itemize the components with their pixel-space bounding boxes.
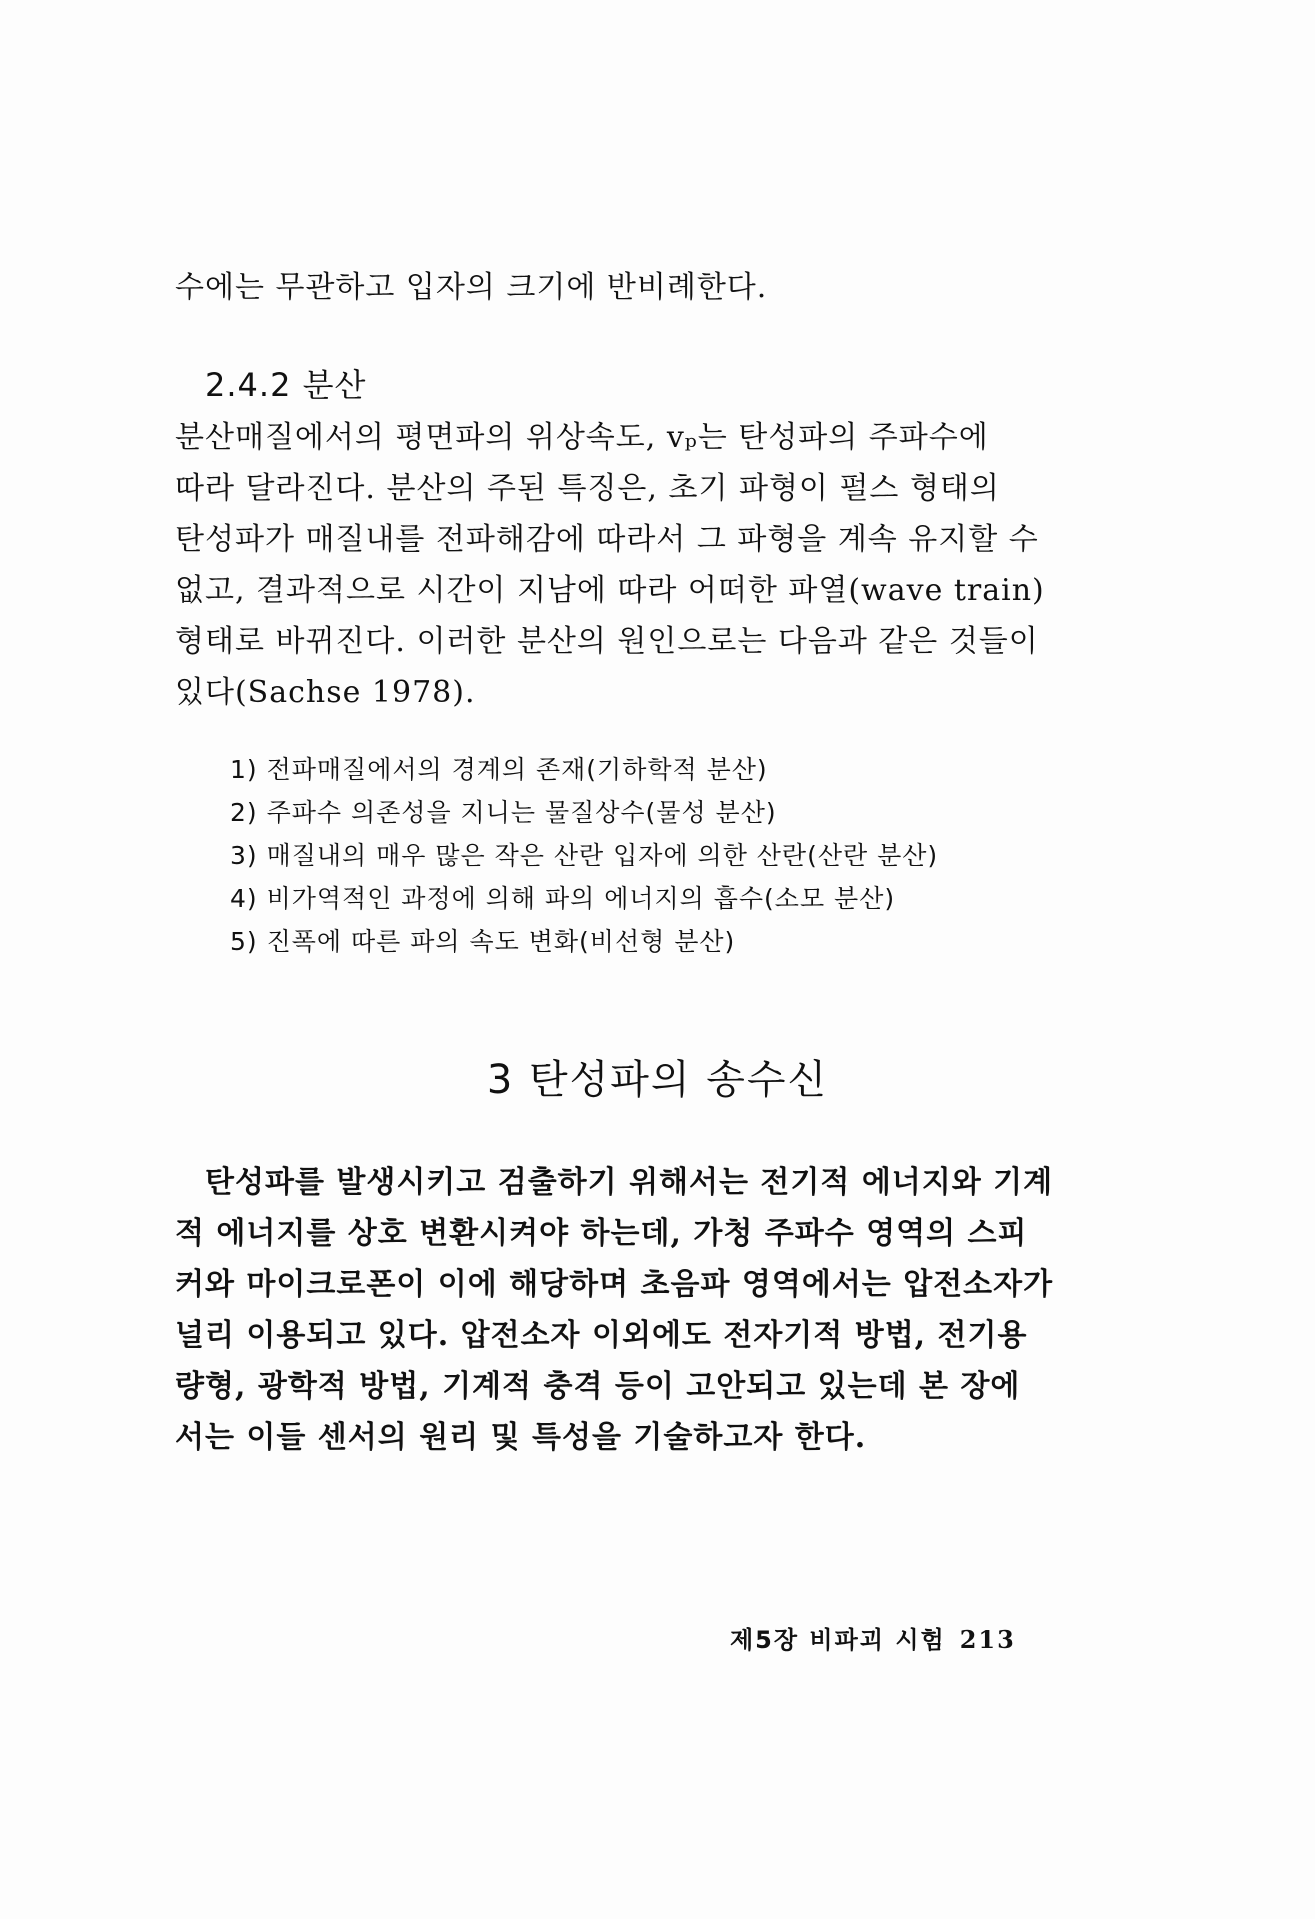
chapter-heading: 3 탄성파의 송수신 — [486, 1057, 829, 1103]
dispersion-causes-list — [230, 748, 938, 963]
text-line: 있다(Sachse 1978). — [175, 675, 476, 710]
text-line: 량형, 광학적 방법, 기계적 충격 등이 고안되고 있는데 본 장에 — [175, 1369, 1021, 1404]
chapter-paragraph — [175, 1157, 1075, 1463]
list-item: 2) 주파수 의존성을 지니는 물질상수(물성 분산) — [230, 798, 777, 827]
text-line: 수에는 무관하고 입자의 크기에 반비례한다. — [175, 270, 768, 305]
text-line: 널리 이용되고 있다. 압전소자 이외에도 전자기적 방법, 전기용 — [175, 1318, 1028, 1353]
text-line: 탄성파가 매질내를 전파해감에 따라서 그 파형을 계속 유지할 수 — [175, 522, 1039, 557]
intro-text-line — [175, 262, 1075, 313]
footer-chapter-label: 제5장 비파괴 시험 — [730, 1626, 946, 1654]
text-line: 적 에너지를 상호 변환시켜야 하는데, 가청 주파수 영역의 스피 — [175, 1216, 1028, 1251]
list-item: 4) 비가역적인 과정에 의해 파의 에너지의 흡수(소모 분산) — [230, 884, 896, 913]
text-line: 없고, 결과적으로 시간이 지남에 따라 어떠한 파열(wave train) — [175, 573, 1045, 608]
text-line: 형태로 바뀌진다. 이러한 분산의 원인으로는 다음과 같은 것들이 — [175, 624, 1039, 659]
section-heading: 2.4.2 분산 — [205, 366, 367, 404]
page-footer — [730, 1625, 1016, 1655]
list-item: 3) 매질내의 매우 많은 작은 산란 입자에 의한 산란(산란 분산) — [230, 841, 939, 870]
list-item: 1) 전파매질에서의 경계의 존재(기하학적 분산) — [230, 755, 768, 784]
list-item: 5) 진폭에 따른 파의 속도 변화(비선형 분산) — [230, 927, 736, 956]
text-line: 분산매질에서의 평면파의 위상속도, vₚ는 탄성파의 주파수에 — [175, 420, 989, 455]
text-line: 서는 이들 센서의 원리 및 특성을 기술하고자 한다. — [175, 1420, 867, 1455]
text-line: 탄성파를 발생시키고 검출하기 위해서는 전기적 에너지와 기계 — [205, 1165, 1054, 1200]
section-paragraph — [175, 412, 1075, 718]
page-number: 213 — [959, 1625, 1016, 1654]
text-line: 따라 달라진다. 분산의 주된 특징은, 초기 파형이 펄스 형태의 — [175, 471, 1000, 506]
text-line: 커와 마이크로폰이 이에 해당하며 초음파 영역에서는 압전소자가 — [175, 1267, 1054, 1302]
